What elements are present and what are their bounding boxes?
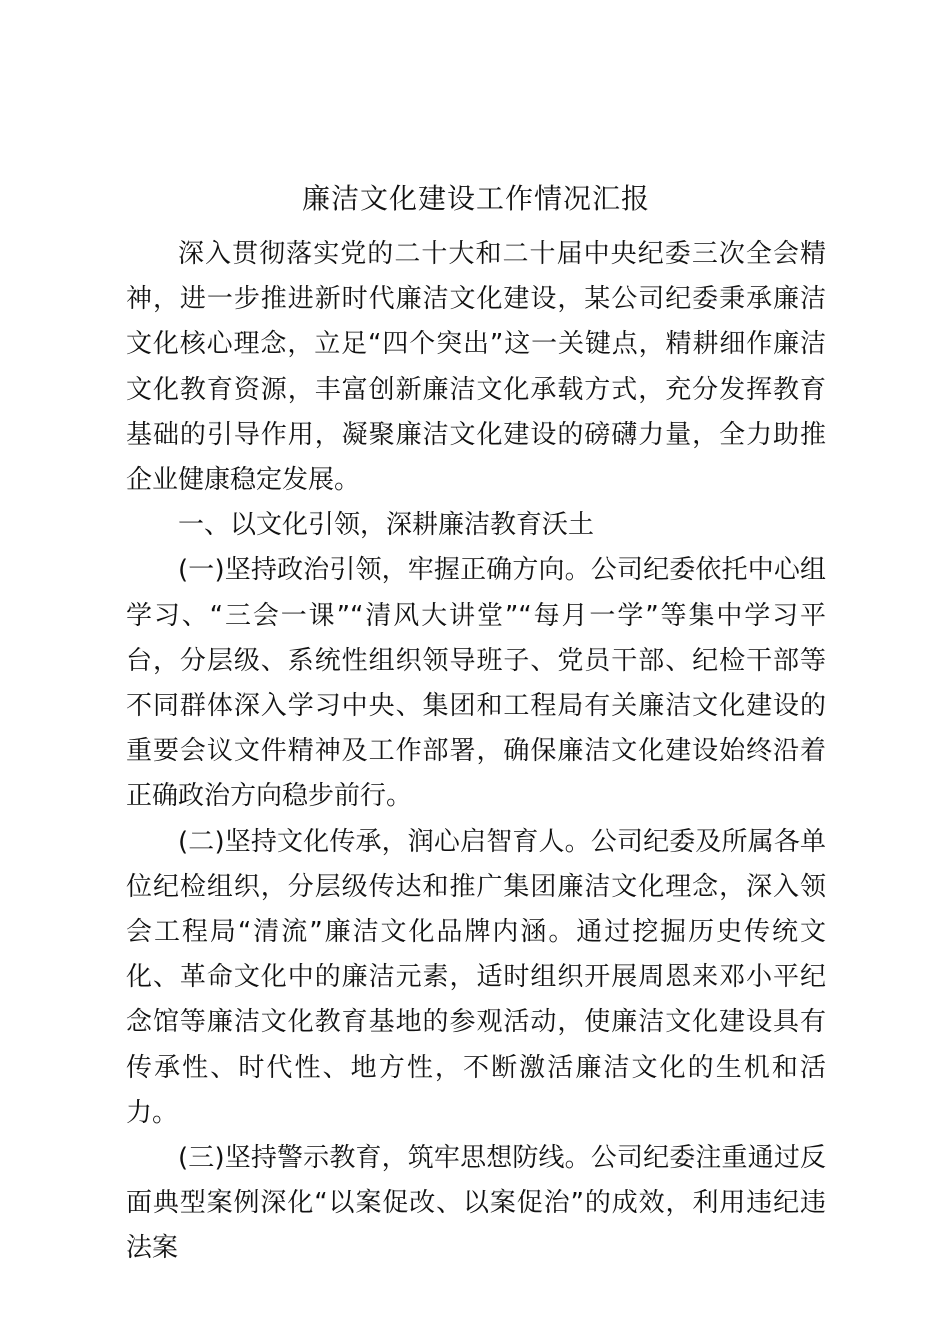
intro-paragraph: 深入贯彻落实党的二十大和二十届中央纪委三次全会精神，进一步推进新时代廉洁文化建设，某公司纪委秉承廉洁文化核心理念，立足“四个突出”这一关键点，精耕细作廉洁文化教育资源，丰富创新廉洁文化承载方式，充分发挥教育基础的引导作用，凝聚廉洁文化建设的磅礴力量，全力助推企业健康稳定发展。 (126, 239, 826, 496)
section-item-1: (一)坚持政治引领，牢握正确方向。公司纪委依托中心组学习、“三会一课”“清风大讲堂”“每月一学”等集中学习平台，分层级、系统性组织领导班子、党员干部、纪检干部等不同群体深入学习中央、集团和工程局有关廉洁文化建设的重要会议文件精神及工作部署，确保廉洁文化建设始终沿着正确政治方向稳步前行。 (126, 555, 826, 812)
document-body (126, 176, 826, 1272)
section-heading: 一、以文化引领，深耕廉洁教育沃土 (178, 510, 595, 541)
document-title: 廉洁文化建设工作情况汇报 (301, 182, 650, 215)
section-item-2: (二)坚持文化传承，润心启智育人。公司纪委及所属各单位纪检组织，分层级传达和推广集团廉洁文化理念，深入领会工程局“清流”廉洁文化品牌内涵。通过挖掘历史传统文化、革命文化中的廉洁元素，适时组织开展周恩来邓小平纪念馆等廉洁文化教育基地的参观活动，使廉洁文化建设具有传承性、时代性、地方性，不断激活廉洁文化的生机和活力。 (126, 826, 826, 1128)
section-item-3: (三)坚持警示教育，筑牢思想防线。公司纪委注重通过反面典型案例深化“以案促改、以案促治”的成效，利用违纪违法案 (126, 1143, 826, 1264)
